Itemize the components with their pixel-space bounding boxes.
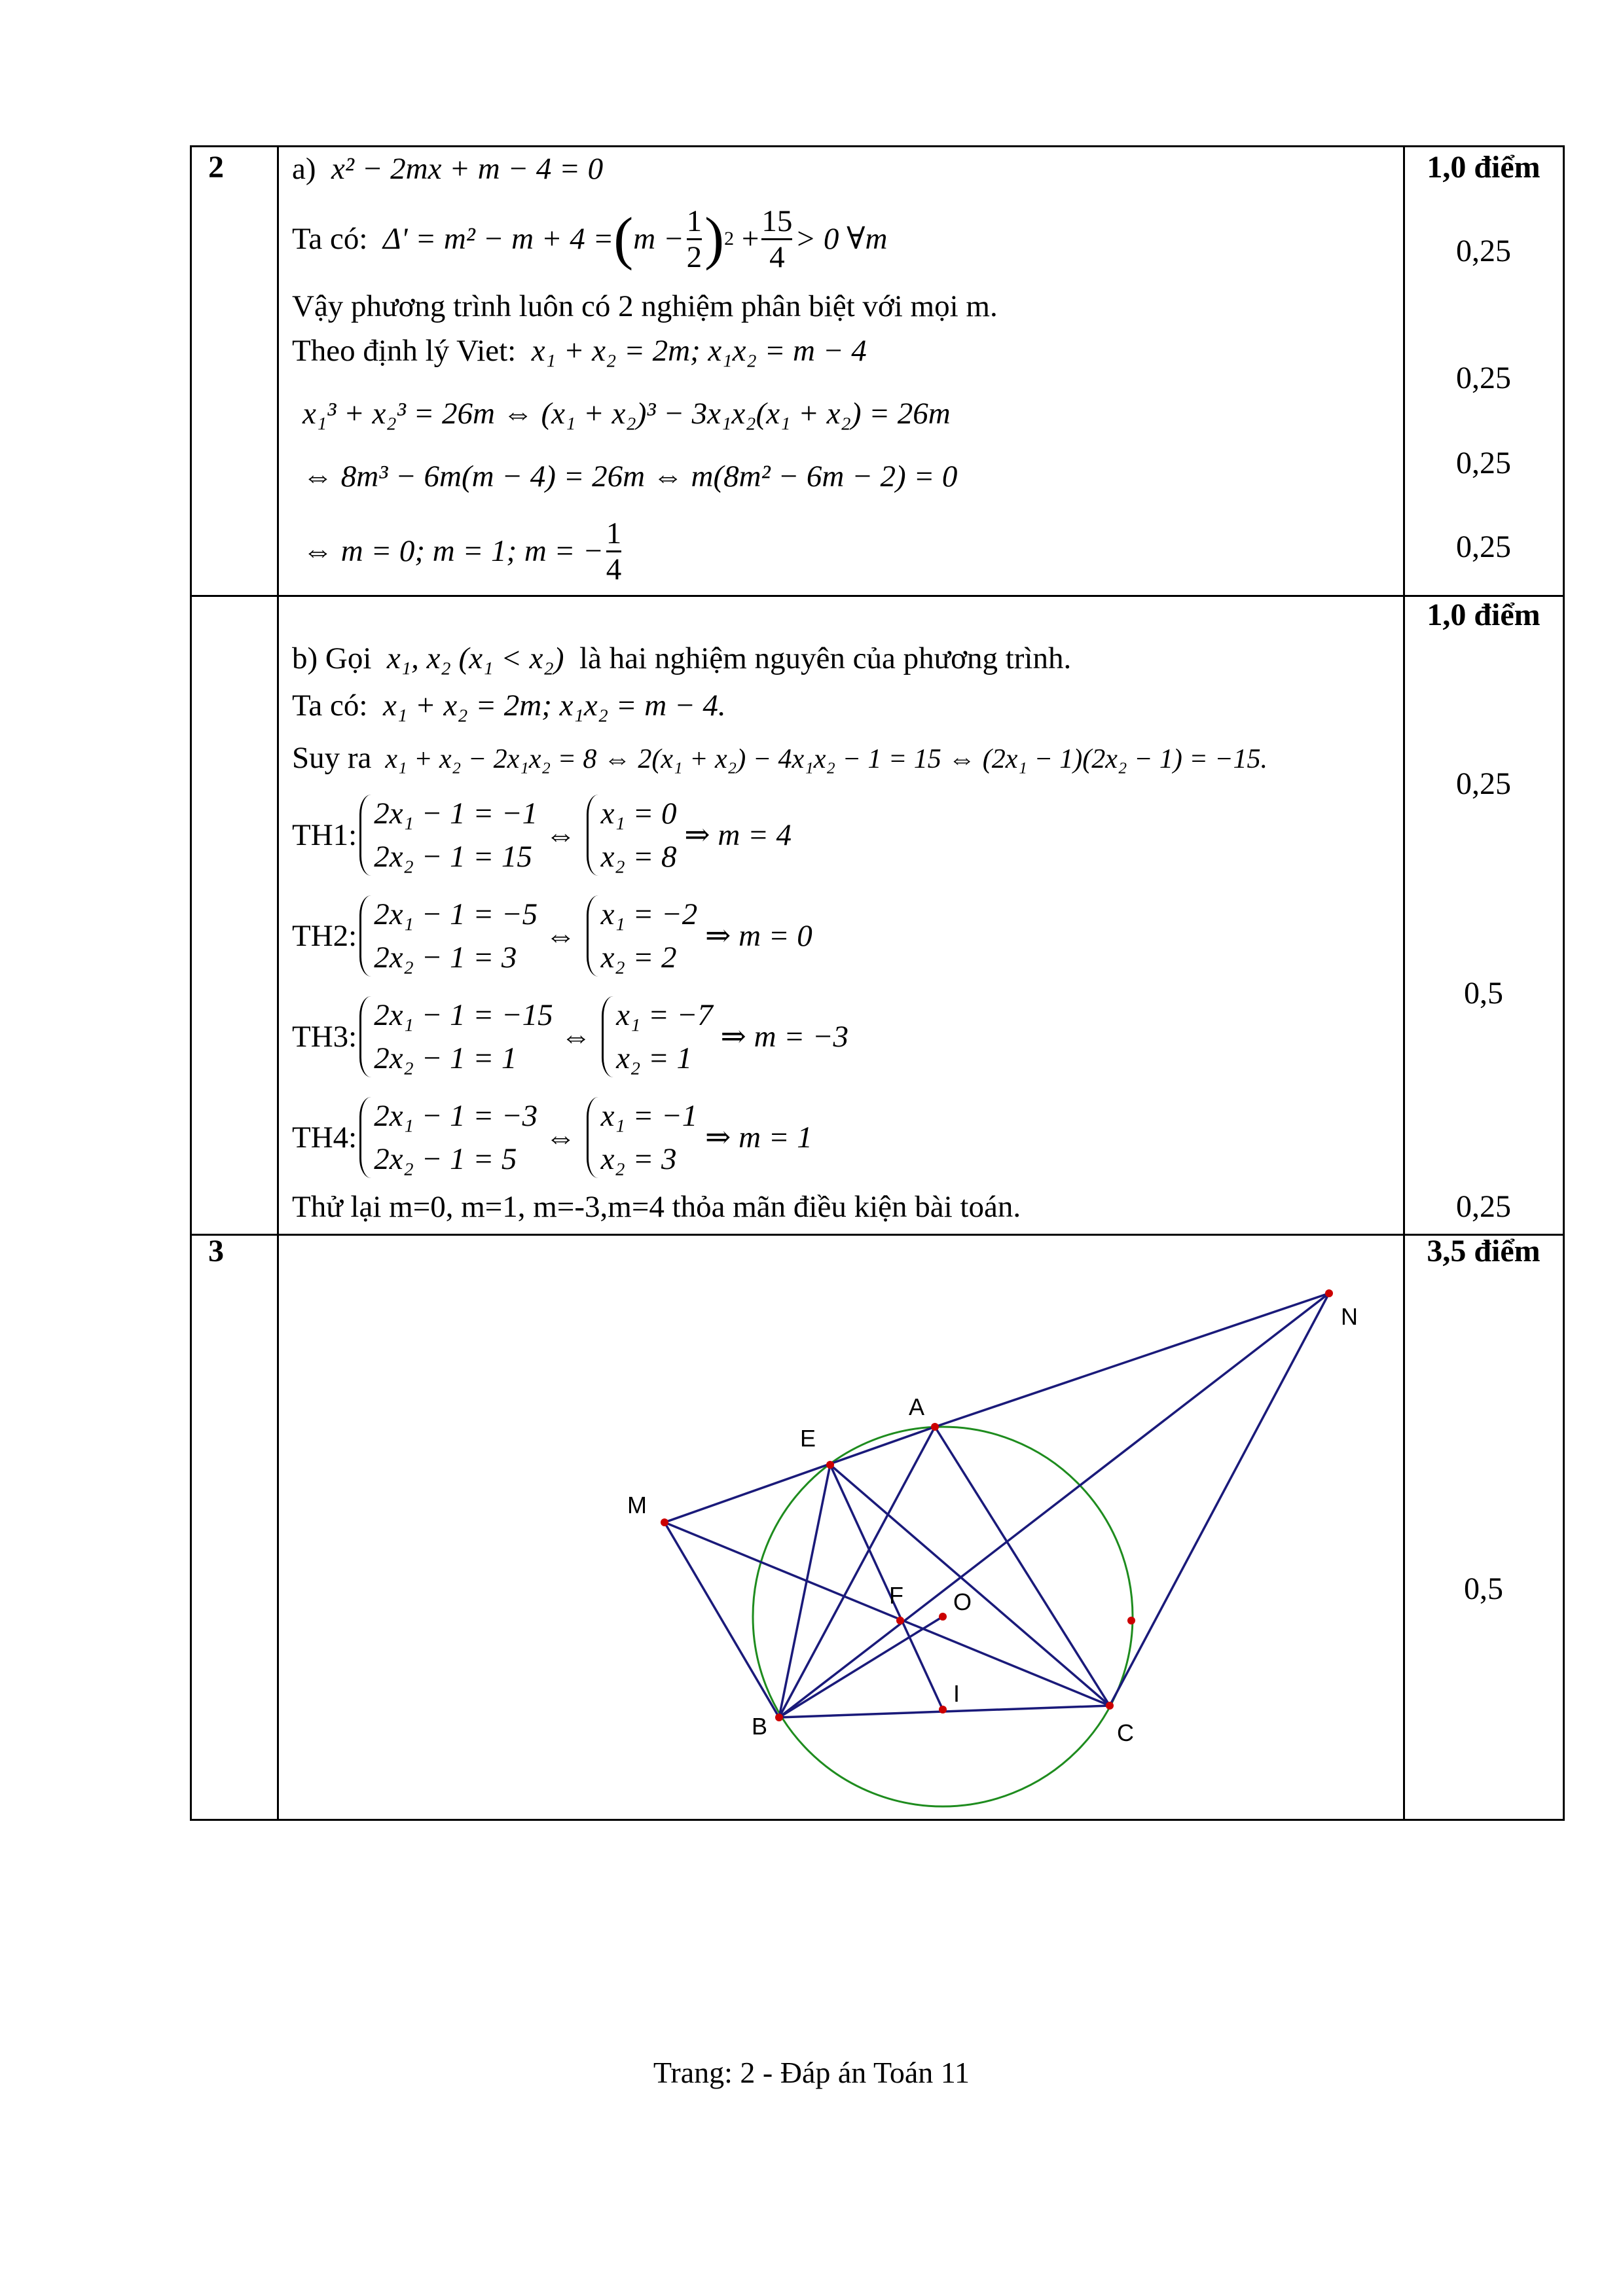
equation: x² − 2mx + m − 4 = 0 (331, 152, 604, 186)
score-a-3: 0,25 (1456, 446, 1511, 480)
part-a-line3: Vậy phương trình luôn có 2 nghiệm phân biệt với mọi m. (292, 289, 998, 323)
page-footer: Trang: 2 - Đáp án Toán 11 (653, 2056, 970, 2089)
fraction-half: $\frac{1}{2}$ (686, 204, 702, 274)
score-total-a: 1,0 điểm (1427, 150, 1541, 185)
question-number-2: 2 (208, 150, 224, 185)
part-b-conclusion: Thử lại m=0, m=1, m=-3,m=4 thỏa mãn điều kiện bài toán. (292, 1190, 1021, 1224)
score-b-1: 0,25 (1456, 766, 1511, 801)
point-markers (661, 1289, 1333, 1721)
score-total-3: 3,5 điểm (1427, 1234, 1541, 1268)
score-a-4: 0,25 (1456, 529, 1511, 564)
score-a-1: 0,25 (1456, 234, 1511, 268)
part-a-line1: a) x² − 2mx + m − 4 = 0 (292, 152, 604, 186)
part-a-line4: Theo định lý Viet: x₁ + x₂ = 2m; x₁x₂ = m − 4 (292, 334, 867, 368)
part-b-line3: Suy ra x₁ + x₂ − 2x₁x₂ = 8 ⇔ 2(x₁ + x₂) − 4x₁x₂ − 1 = 15 ⇔ (2x₁ − 1)(2x₂ − 1) = −15. (292, 741, 1268, 775)
part-a-line2: Ta có: Δ' = m² − m + 4 = ( m − $\frac{1}{2}$ ) 2 + $\frac{15}{4}$ > 0 ∀m (292, 204, 888, 274)
fraction-quarter: $\frac{1}{4}$ (606, 516, 622, 586)
construction-lines (665, 1293, 1329, 1717)
label-o: O (953, 1588, 972, 1615)
part-b-line2: Ta có: x₁ + x₂ = 2m; x₁x₂ = m − 4. (292, 689, 726, 723)
part-a-line5: x₁³ + x₂³ = 26m ⇔ (x₁ + x₂)³ − 3x₁x₂(x₁ + x₂) = 26m (302, 397, 951, 431)
label-m: M (627, 1492, 647, 1518)
fraction-15-4: $\frac{15}{4}$ (761, 204, 793, 274)
label-a: A (909, 1393, 925, 1420)
part-a-line7: ⇔ m = 0; m = 1; m = − $\frac{1}{4}$ (302, 516, 622, 586)
question-number-3: 3 (208, 1234, 224, 1268)
label-b: B (752, 1713, 768, 1740)
case-2: TH2: 2x₁ − 1 = −5 2x₂ − 1 = 3 ⇔ x₁ = −2 x₂ = 2 ⇒ m = 0 (292, 893, 812, 979)
label-f: F (889, 1582, 903, 1609)
score-b-2: 0,5 (1464, 976, 1503, 1011)
label-i: I (953, 1680, 960, 1707)
case-1: TH1: 2x₁ − 1 = −1 2x₂ − 1 = 15 ⇔ x₁ = 0 x₂ = 8 ⇒ m = 4 (292, 792, 792, 878)
label-c: C (1117, 1719, 1134, 1746)
score-b-3: 0,25 (1456, 1189, 1511, 1224)
label-n: N (1341, 1303, 1358, 1330)
score-figure: 0,5 (1464, 1571, 1503, 1606)
score-total-b: 1,0 điểm (1427, 598, 1541, 632)
case-4: TH4: 2x₁ − 1 = −3 2x₂ − 1 = 5 ⇔ x₁ = −1 x₂ = 3 ⇒ m = 1 (292, 1094, 812, 1181)
label-e: E (800, 1425, 816, 1452)
part-b-line1: b) Gọi x₁, x₂ (x₁ < x₂) là hai nghiệm nguyên của phương trình. (292, 641, 1072, 675)
part-a-line6: ⇔ 8m³ − 6m(m − 4) = 26m ⇔ m(8m² − 6m − 2) = 0 (302, 459, 958, 493)
score-a-2: 0,25 (1456, 361, 1511, 395)
case-3: TH3: 2x₁ − 1 = −15 2x₂ − 1 = 1 ⇔ x₁ = −7 x₂ = 1 ⇒ m = −3 (292, 994, 848, 1080)
